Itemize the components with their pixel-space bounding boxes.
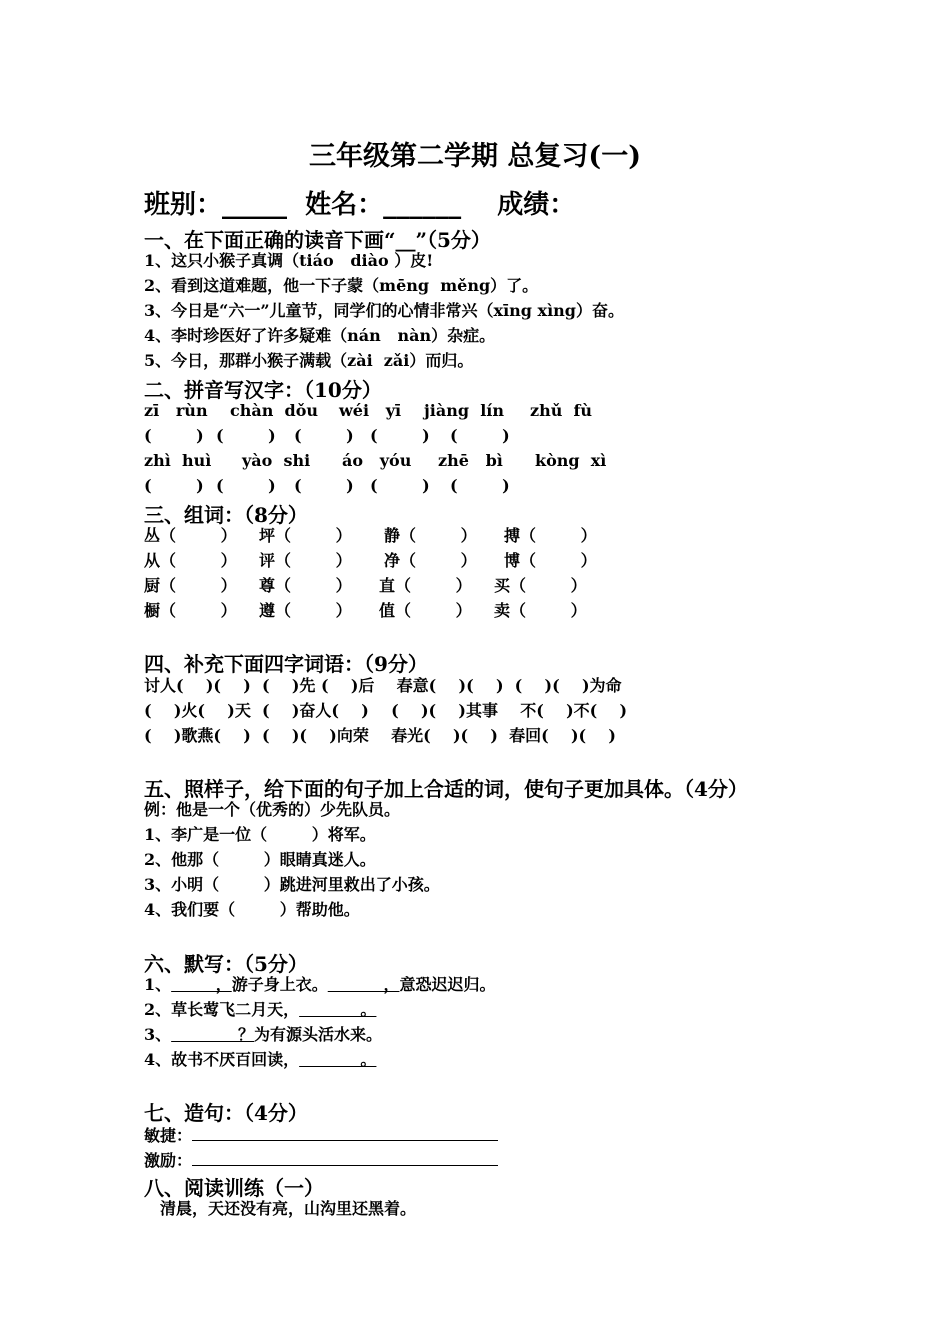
fill-blank[interactable]: ？ bbox=[171, 1025, 254, 1044]
sentence-word: 激励： bbox=[144, 1151, 193, 1170]
sentence-blank[interactable] bbox=[192, 1149, 498, 1166]
answer-blank[interactable]: ( ) bbox=[370, 476, 430, 495]
word-group-item: 直（ ） bbox=[379, 576, 472, 595]
s4-line-3: ( )歌燕( ) ( )( )向荣 春光( )( ) 春回( )( ) bbox=[144, 726, 616, 745]
sentence-word: 敏捷： bbox=[144, 1126, 193, 1145]
word-group-item: 评（ ） bbox=[259, 551, 352, 570]
section-4-heading: 四、补充下面四字词语：（9分） bbox=[144, 652, 428, 676]
s5-item-4: 4、我们要（ ）帮助他。 bbox=[144, 900, 360, 919]
word-group-item: 净（ ） bbox=[384, 551, 477, 570]
answer-blank[interactable]: ( ) bbox=[216, 426, 276, 445]
s7-line-2 bbox=[144, 1149, 498, 1171]
s7-line-1 bbox=[144, 1124, 498, 1146]
s6-l3-prefix: 3、 bbox=[144, 1025, 172, 1044]
section-5-heading: 五、照样子，给下面的句子加上合适的词，使句子更加具体。（4分） bbox=[144, 777, 748, 801]
s1-item-1: 1、这只小猴子真调（tiáo diào ）皮! bbox=[144, 251, 434, 270]
fill-blank[interactable]: 。 bbox=[299, 1000, 377, 1019]
pinyin-item: zhì huì bbox=[144, 451, 212, 470]
s6-l2-prefix: 2、草长莺飞二月天， bbox=[144, 1000, 300, 1019]
answer-blank[interactable]: ( ) bbox=[216, 476, 276, 495]
section-1-heading: 一、在下面正确的读音下画“__”（5分） bbox=[144, 228, 491, 252]
answer-blank[interactable]: ( ) bbox=[370, 426, 430, 445]
answer-blank[interactable]: ( ) bbox=[294, 476, 354, 495]
s4-line-2: ( )火( )天 ( )奋人( ) ( )( )其事 不( )不( ) bbox=[144, 701, 628, 720]
pinyin-item: wéi yī bbox=[339, 401, 402, 420]
s1-item-5: 5、今日，那群小猴子满载（zài zǎi）而归。 bbox=[144, 351, 474, 370]
s4-line-1: 讨人( )( ) ( )先 ( )后 春意( )( ) ( )( )为命 bbox=[144, 676, 622, 695]
s5-item-2: 2、他那（ ）眼睛真迷人。 bbox=[144, 850, 376, 869]
fill-blank[interactable]: ， bbox=[327, 975, 400, 994]
s6-line-3 bbox=[144, 1025, 382, 1045]
s6-line-2 bbox=[144, 1000, 376, 1020]
section-7-heading: 七、造句：（4分） bbox=[144, 1101, 308, 1125]
pinyin-item: kòng xì bbox=[535, 451, 607, 470]
word-group-item: 搏（ ） bbox=[504, 526, 597, 545]
pinyin-item: áo yóu bbox=[342, 451, 412, 470]
sentence-blank[interactable] bbox=[192, 1124, 498, 1141]
fill-blank[interactable]: 。 bbox=[299, 1050, 377, 1069]
s6-l1-prefix: 1、 bbox=[144, 975, 172, 994]
word-group-item: 遵（ ） bbox=[259, 601, 352, 620]
word-group-item: 卖（ ） bbox=[494, 601, 587, 620]
pinyin-item: jiàng lín bbox=[424, 401, 504, 420]
s1-item-2: 2、看到这道难题，他一下子蒙（mēng měng）了。 bbox=[144, 276, 539, 295]
s6-l3-end: 为有源头活水来。 bbox=[254, 1025, 383, 1044]
s6-l4-prefix: 4、故书不厌百回读， bbox=[144, 1050, 300, 1069]
word-group-item: 厨（ ） bbox=[144, 576, 237, 595]
word-group-item: 从（ ） bbox=[144, 551, 237, 570]
s6-line-1 bbox=[144, 975, 495, 995]
answer-blank[interactable]: ( ) bbox=[450, 426, 510, 445]
word-group-item: 橱（ ） bbox=[144, 601, 237, 620]
word-group-item: 买（ ） bbox=[494, 576, 587, 595]
answer-blank[interactable]: ( ) bbox=[144, 426, 204, 445]
student-info-line: 班别：_____ 姓名：______ 成绩： bbox=[144, 190, 576, 220]
word-group-item: 值（ ） bbox=[379, 601, 472, 620]
pinyin-item: zhē bì bbox=[438, 451, 503, 470]
pinyin-item: zhǔ fù bbox=[530, 401, 593, 420]
section-8-heading: 八、阅读训练（一） bbox=[144, 1176, 324, 1200]
s6-l1-mid: 游子身上衣。 bbox=[231, 975, 328, 994]
pinyin-item: chàn dǒu bbox=[230, 401, 319, 420]
section-3-heading: 三、组词：（8分） bbox=[144, 503, 308, 527]
word-group-item: 尊（ ） bbox=[259, 576, 352, 595]
section-2-heading: 二、拼音写汉字：（10分） bbox=[144, 378, 382, 402]
answer-blank[interactable]: ( ) bbox=[294, 426, 354, 445]
word-group-item: 坪（ ） bbox=[259, 526, 352, 545]
answer-blank[interactable]: ( ) bbox=[144, 476, 204, 495]
page-title: 三年级第二学期 总复习(一) bbox=[309, 141, 641, 172]
s5-item-1: 1、李广是一位（ ）将军。 bbox=[144, 825, 376, 844]
section-6-heading: 六、默写：（5分） bbox=[144, 952, 308, 976]
s1-item-4: 4、李时珍医好了许多疑难（nán nàn）杂症。 bbox=[144, 326, 496, 345]
word-group-item: 博（ ） bbox=[504, 551, 597, 570]
fill-blank[interactable]: ， bbox=[171, 975, 232, 994]
word-group-item: 静（ ） bbox=[384, 526, 477, 545]
word-group-item: 丛（ ） bbox=[144, 526, 237, 545]
s1-item-3: 3、今日是“六一”儿童节，同学们的心情非常兴（xīng xìng）奋。 bbox=[144, 301, 624, 320]
answer-blank[interactable]: ( ) bbox=[450, 476, 510, 495]
reading-passage: 清晨，天还没有亮，山沟里还黑着。 bbox=[160, 1199, 417, 1218]
s6-l1-end: 意恐迟迟归。 bbox=[399, 975, 496, 994]
s5-example: 例：他是一个（优秀的）少先队员。 bbox=[144, 800, 401, 819]
pinyin-item: zī rùn bbox=[144, 401, 208, 420]
s6-line-4 bbox=[144, 1050, 376, 1070]
s5-item-3: 3、小明（ ）跳进河里救出了小孩。 bbox=[144, 875, 440, 894]
pinyin-item: yào shi bbox=[242, 451, 311, 470]
